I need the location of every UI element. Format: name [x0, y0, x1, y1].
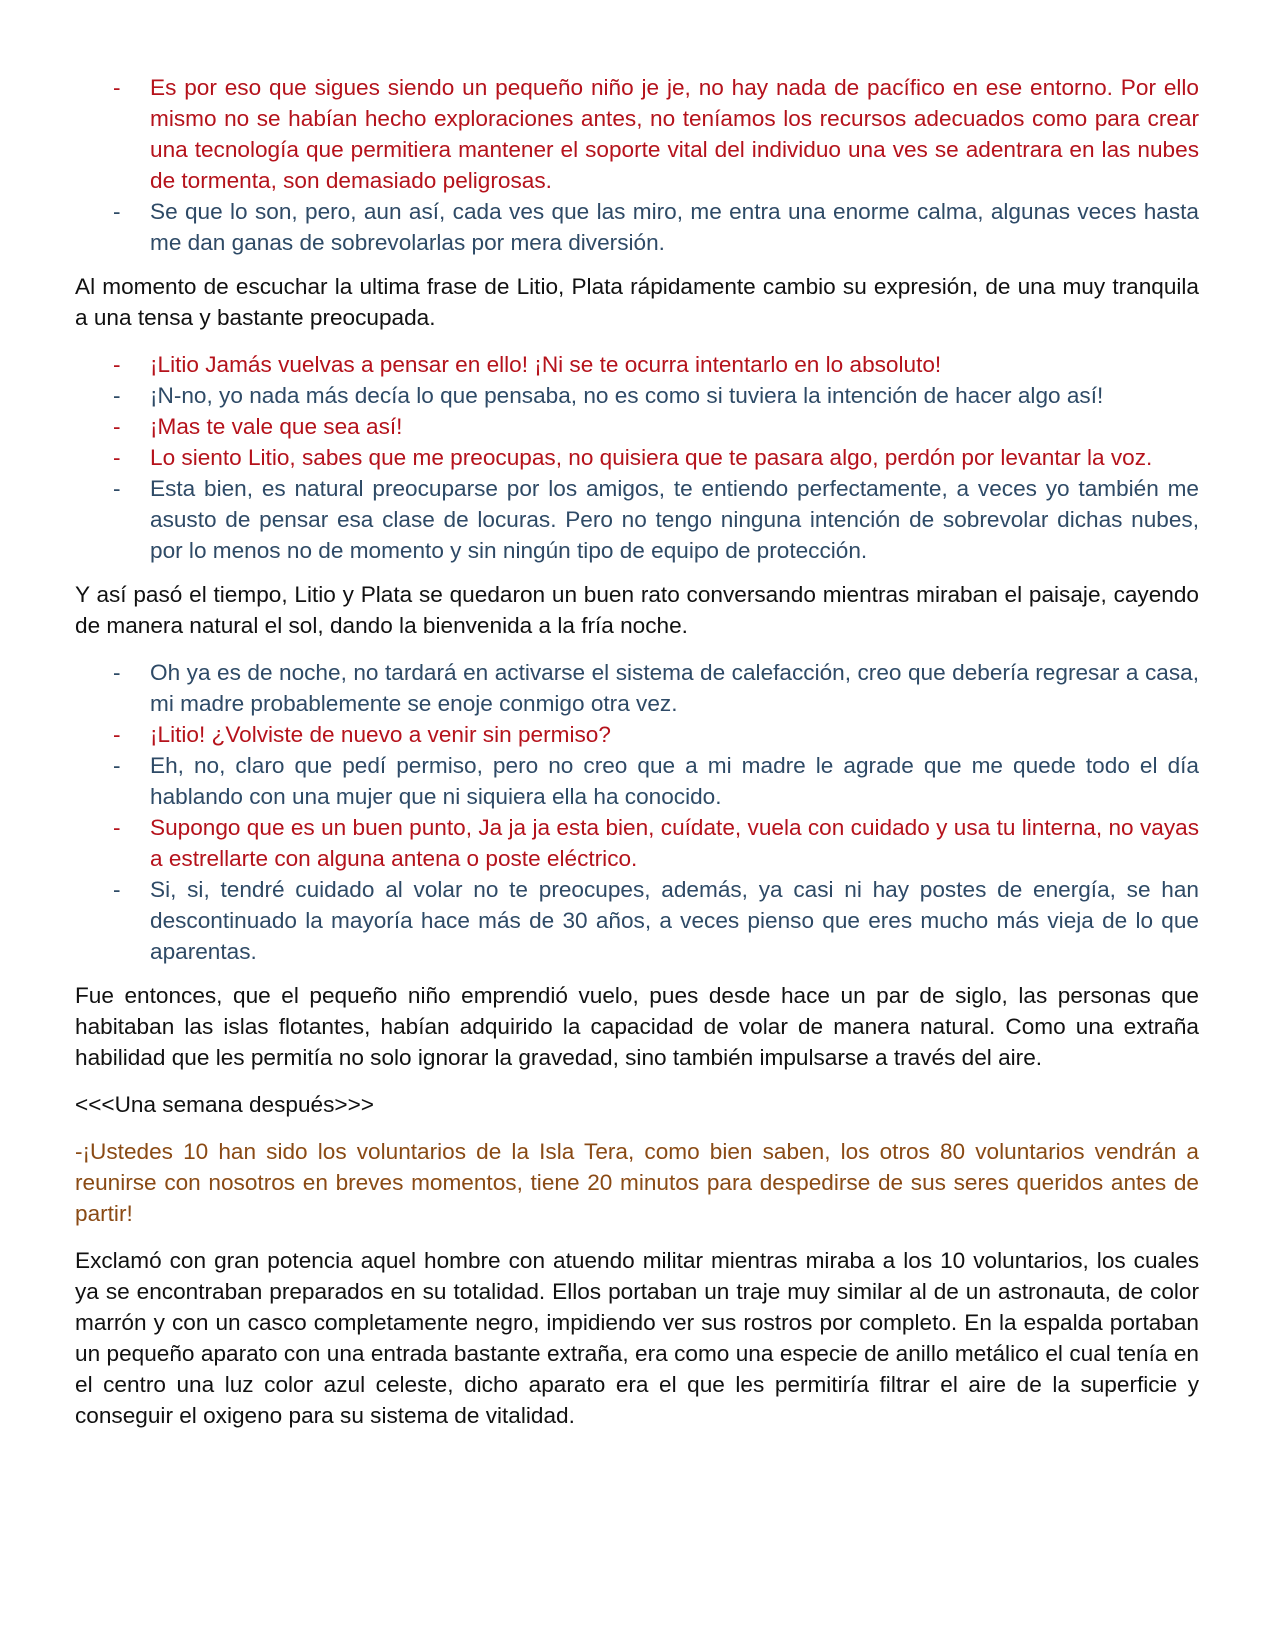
dialogue-line-litio — [75, 874, 1199, 967]
dialogue-text: ¡Litio! ¿Volviste de nuevo a venir sin permiso? — [150, 722, 611, 747]
narration-paragraph-1: Al momento de escuchar la ultima frase de Litio, Plata rápidamente cambio su expresión, de una muy tranquila a una tensa y bastante preocupada. — [75, 274, 1199, 330]
dialogue-dash: - — [113, 75, 121, 100]
dialogue-text: ¡N-no, yo nada más decía lo que pensaba, no es como si tuviera la intención de hacer algo así! — [150, 383, 1104, 408]
narration-paragraph-4: Exclamó con gran potencia aquel hombre con atuendo militar mientras miraba a los 10 voluntarios, los cuales ya se encontraban preparados en su totalidad. Ellos portaban un traje muy similar al de un astronauta, de color marrón y con un casco completamente negro, impidiendo ver sus rostros por completo. En la espalda portaban un pequeño aparato con una entrada bastante extraña, era como una especie de anillo metálico el cual tenía en el centro una luz color azul celeste, dicho aparato era el que les permitiría filtrar el aire de la superficie y conseguir el oxigeno para su sistema de vitalidad. — [75, 1248, 1199, 1428]
dialogue-line-plata — [75, 411, 1199, 442]
dialogue-text: Si, si, tendré cuidado al volar no te preocupes, además, ya casi ni hay postes de energía, se han descontinuado la mayoría hace más de 30 años, a veces pienso que eres mucho más vieja de lo que aparentas. — [150, 877, 1199, 964]
dialogue-text: ¡Mas te vale que sea así! — [150, 414, 403, 439]
dialogue-dash: - — [113, 199, 121, 224]
dialogue-text: Esta bien, es natural preocuparse por los amigos, te entiendo perfectamente, a veces yo también me asusto de pensar esa clase de locuras. Pero no tengo ninguna intención de sobrevolar dichas nubes, por lo menos no de momento y sin ningún tipo de equipo de protección. — [150, 476, 1199, 563]
dialogue-line-litio — [75, 473, 1199, 566]
dialogue-text: Oh ya es de noche, no tardará en activarse el sistema de calefacción, creo que debería regresar a casa, mi madre probablemente se enoje conmigo otra vez. — [150, 660, 1199, 716]
dialogue-block-1 — [75, 72, 1199, 258]
dialogue-line-litio — [75, 657, 1199, 719]
dialogue-line-litio — [75, 196, 1199, 258]
dialogue-text: Eh, no, claro que pedí permiso, pero no creo que a mi madre le agrade que me quede todo el día hablando con una mujer que ni siquiera ella ha conocido. — [150, 753, 1199, 809]
dialogue-line-litio — [75, 750, 1199, 812]
dialogue-dash: - — [113, 660, 121, 685]
dialogue-block-2 — [75, 349, 1199, 566]
dialogue-dash: - — [113, 445, 121, 470]
dialogue-text: Lo siento Litio, sabes que me preocupas, no quisiera que te pasara algo, perdón por levantar la voz. — [150, 445, 1153, 470]
dialogue-text: Es por eso que sigues siendo un pequeño niño je je, no hay nada de pacífico en ese entorno. Por ello mismo no se habían hecho exploraciones antes, no teníamos los recursos adecuados como para crear una tecnología que permitiera mantener el soporte vital del individuo una ves se adentrara en las nubes de tormenta, son demasiado peligrosas. — [150, 75, 1199, 193]
military-dialogue-line: -¡Ustedes 10 han sido los voluntarios de la Isla Tera, como bien saben, los otros 80 voluntarios vendrán a reunirse con nosotros en breves momentos, tiene 20 minutos para despedirse de sus seres queridos antes de partir! — [75, 1139, 1199, 1226]
dialogue-text: ¡Litio Jamás vuelvas a pensar en ello! ¡Ni se te ocurra intentarlo en lo absoluto! — [150, 352, 942, 377]
dialogue-line-plata — [75, 812, 1199, 874]
dialogue-dash: - — [113, 383, 121, 408]
narration-paragraph-2: Y así pasó el tiempo, Litio y Plata se quedaron un buen rato conversando mientras miraban el paisaje, cayendo de manera natural el sol, dando la bienvenida a la fría noche. — [75, 582, 1199, 638]
dialogue-line-plata — [75, 72, 1199, 196]
dialogue-text: Supongo que es un buen punto, Ja ja ja esta bien, cuídate, vuela con cuidado y usa tu linterna, no vayas a estrellarte con alguna antena o poste eléctrico. — [150, 815, 1199, 871]
scene-break: <<<Una semana después>>> — [75, 1092, 374, 1117]
dialogue-dash: - — [113, 877, 121, 902]
narration-paragraph-3: Fue entonces, que el pequeño niño emprendió vuelo, pues desde hace un par de siglo, las personas que habitaban las islas flotantes, habían adquirido la capacidad de volar de manera natural. Como una extraña habilidad que les permitía no solo ignorar la gravedad, sino también impulsarse a través del aire. — [75, 983, 1199, 1070]
dialogue-dash: - — [113, 753, 121, 778]
dialogue-line-plata — [75, 442, 1199, 473]
dialogue-dash: - — [113, 476, 121, 501]
dialogue-line-plata — [75, 349, 1199, 380]
dialogue-dash: - — [113, 352, 121, 377]
dialogue-line-litio — [75, 380, 1199, 411]
dialogue-dash: - — [113, 722, 121, 747]
document-page — [75, 72, 1199, 1447]
dialogue-text: Se que lo son, pero, aun así, cada ves que las miro, me entra una enorme calma, algunas veces hasta me dan ganas de sobrevolarlas por mera diversión. — [150, 199, 1199, 255]
dialogue-line-plata — [75, 719, 1199, 750]
dialogue-block-3 — [75, 657, 1199, 967]
dialogue-dash: - — [113, 815, 121, 840]
dialogue-dash: - — [113, 414, 121, 439]
